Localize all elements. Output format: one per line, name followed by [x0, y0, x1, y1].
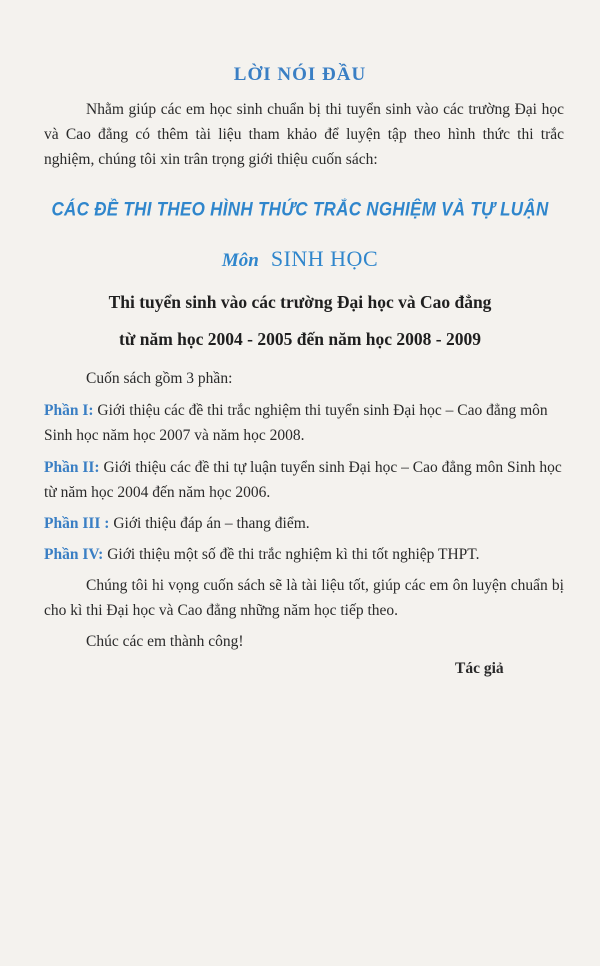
- subtitle-line-1: Thi tuyển sinh vào các trường Đại học và Cao đẳng: [108, 292, 492, 312]
- part-text: Giới thiệu các đề thi trắc nghiệm thi tuyển sinh Đại học – Cao đẳng môn Sinh học năm học 2007 và năm học 2008.: [44, 402, 548, 444]
- part-label: Phần IV:: [44, 546, 104, 563]
- subtitle-line-2: từ năm học 2004 - 2005 đến năm học 2008 - 2009: [119, 329, 481, 349]
- hope-paragraph: Chúng tôi hi vọng cuốn sách sẽ là tài liệu tốt, giúp các em ôn luyện chuẩn bị cho kì thi Đại học và Cao đẳng những năm học tiếp theo.: [44, 577, 564, 619]
- author-signature: Tác giả: [455, 660, 504, 677]
- part-item: [44, 511, 564, 536]
- part-item: [44, 542, 564, 567]
- book-title: CÁC ĐỀ THI THEO HÌNH THỨC TRẮC NGHIỆM VÀ TỰ LUẬN: [51, 198, 549, 221]
- part-item: [44, 398, 564, 448]
- part-text: Giới thiệu các đề thi tự luận tuyển sinh Đại học – Cao đẳng môn Sinh học từ năm học 2004 đến năm học 2006.: [44, 459, 562, 501]
- subject-name: SINH HỌC: [270, 246, 379, 271]
- subject-line: [0, 246, 600, 272]
- parts-intro: Cuốn sách gồm 3 phần:: [86, 370, 233, 387]
- part-label: Phần II:: [44, 459, 100, 476]
- part-label: Phần I:: [44, 402, 94, 419]
- part-label: Phần III :: [44, 515, 110, 532]
- part-text: Giới thiệu đáp án – thang điểm.: [113, 515, 310, 532]
- part-item: [44, 455, 564, 505]
- page-heading: LỜI NÓI ĐẦU: [233, 64, 367, 85]
- part-text: Giới thiệu một số đề thi trắc nghiệm kì thi tốt nghiệp THPT.: [107, 546, 480, 563]
- subject-prefix: Môn: [221, 250, 259, 271]
- intro-paragraph: Nhằm giúp các em học sinh chuẩn bị thi tuyển sinh vào các trường Đại học và Cao đẳng có thêm tài liệu tham khảo để luyện tập theo hình thức thi trắc nghiệm, chúng tôi xin trân trọng giới thiệu cuốn sách:: [44, 101, 564, 168]
- closing-wish: Chúc các em thành công!: [86, 633, 244, 650]
